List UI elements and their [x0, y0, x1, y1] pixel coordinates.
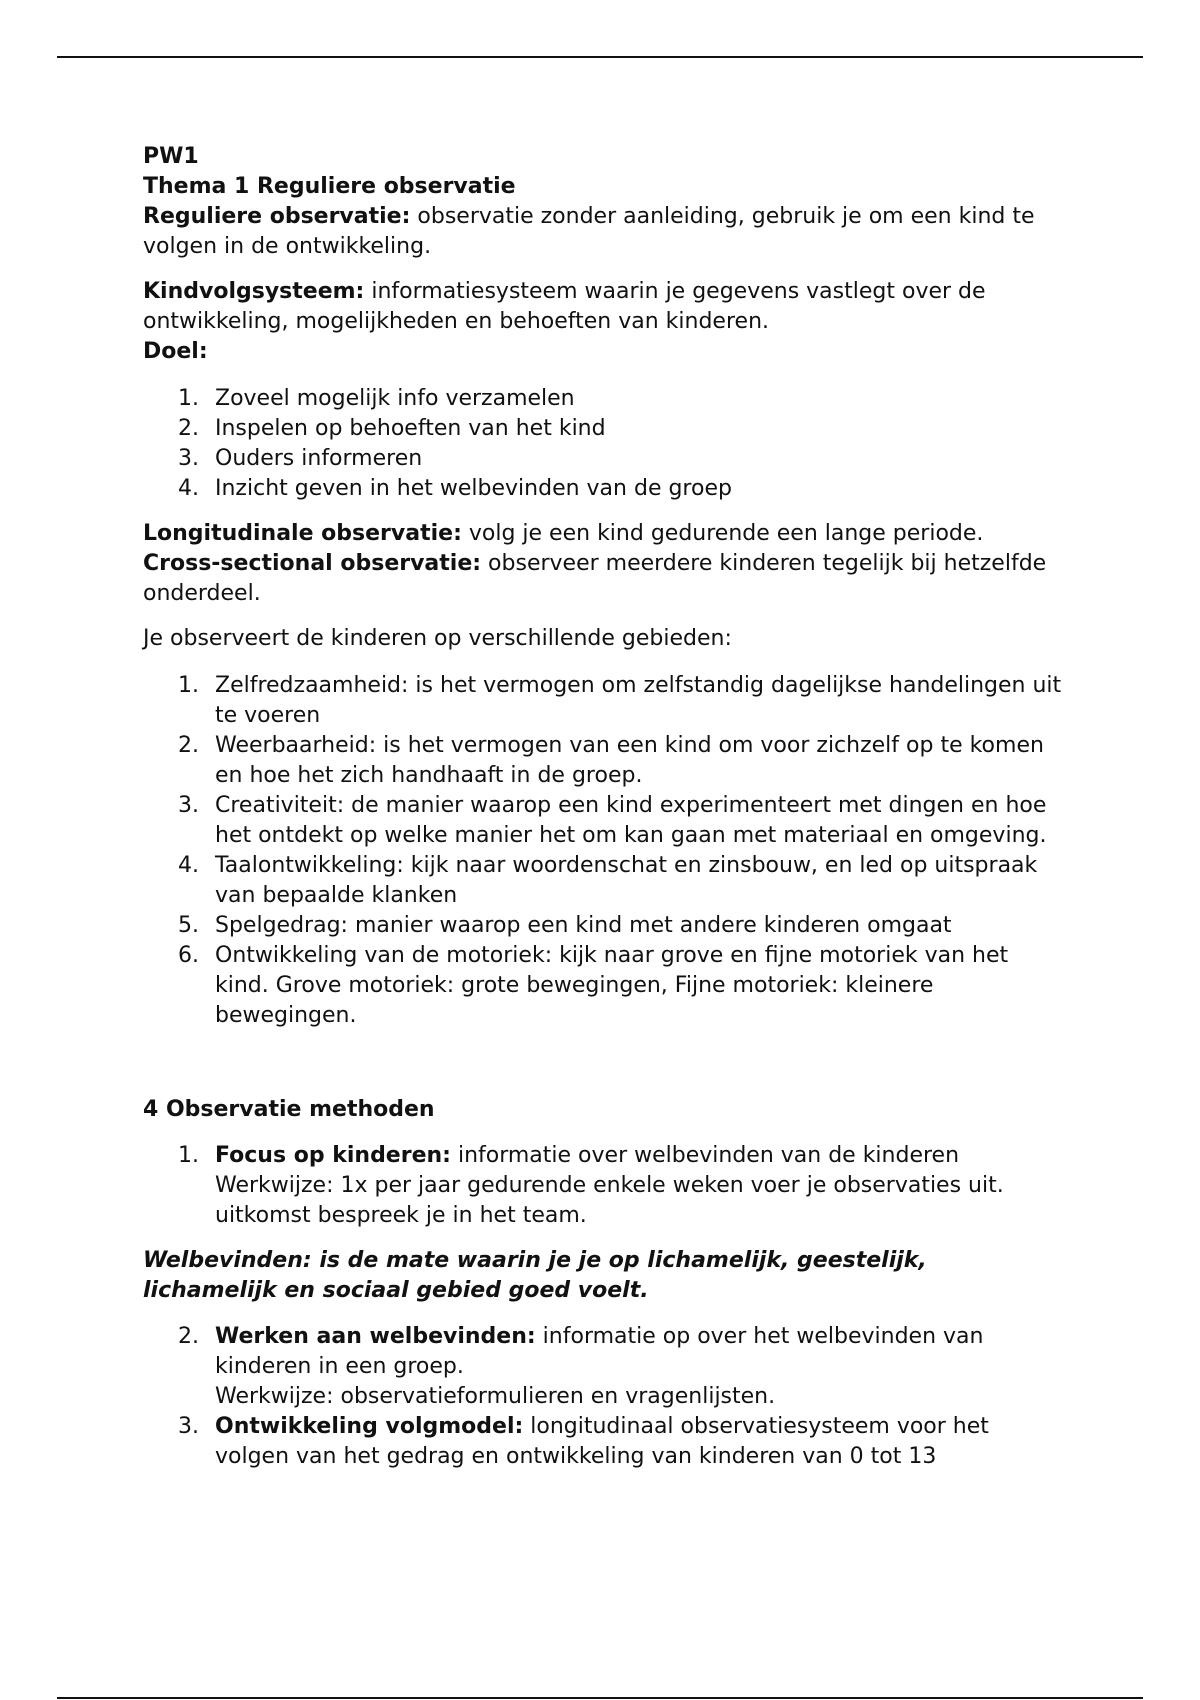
item-number: 4.: [178, 476, 199, 501]
theme-title: Thema 1 Reguliere observatie: [143, 174, 516, 199]
definition-text: informatiesysteem waarin je gegevens vastlegt over de ontwikkeling, mogelijkheden en behoeften van kinderen.: [143, 279, 986, 334]
term: Longitudinale observatie:: [143, 521, 462, 546]
definition-text: observatie zonder aanleiding, gebruik je om een kind te volgen in de ontwikkeling.: [143, 204, 1035, 259]
item-text: Inzicht geven in het welbevinden van de groep: [215, 476, 732, 501]
methods-list-1: [143, 1141, 1063, 1231]
list-item: [143, 444, 1063, 474]
item-number: 1.: [178, 673, 199, 698]
list-item: [143, 851, 1063, 911]
list-item: [143, 414, 1063, 444]
item-number: 5.: [178, 913, 199, 938]
methods-heading: 4 Observatie methoden: [143, 1097, 435, 1122]
list-item: [143, 731, 1063, 791]
wellbeing-note: Welbevinden: is de mate waarin je je op lichamelijk, geestelijk, lichamelijk en sociaal gebied goed voelt.: [143, 1248, 927, 1303]
definition-text: observeer meerdere kinderen tegelijk bij hetzelfde onderdeel.: [143, 551, 1047, 606]
methods-list-2: [143, 1322, 1063, 1472]
goal-heading: Doel:: [143, 339, 208, 364]
item-text: Spelgedrag: manier waarop een kind met andere kinderen omgaat: [215, 913, 952, 938]
term: Focus op kinderen:: [215, 1143, 451, 1168]
item-text: Creativiteit: de manier waarop een kind experimenteert met dingen en hoe het ontdekt op welke manier het om kan gaan met materiaal en omgeving.: [215, 793, 1047, 848]
item-text: Inspelen op behoeften van het kind: [215, 416, 606, 441]
header-rule: [57, 56, 1143, 58]
definition-kindvolgsysteem: [143, 277, 1063, 337]
list-item: [143, 1141, 1063, 1231]
item-number: 4.: [178, 853, 199, 878]
areas-intro: Je observeert de kinderen op verschillende gebieden:: [143, 626, 732, 651]
item-text: Weerbaarheid: is het vermogen van een kind om voor zichzelf op te komen en hoe het zich handhaaft in de groep.: [215, 733, 1044, 788]
goal-list: [143, 384, 1063, 504]
definition-text: volg je een kind gedurende een lange periode.: [461, 521, 984, 546]
list-item: [143, 1412, 1063, 1472]
list-item: [143, 1322, 1063, 1412]
list-item: [143, 671, 1063, 731]
item-number: 3.: [178, 1414, 199, 1439]
item-number: 3.: [178, 793, 199, 818]
item-number: 2.: [178, 416, 199, 441]
list-item: [143, 474, 1063, 504]
course-code: PW1: [143, 144, 199, 169]
term: Ontwikkeling volgmodel:: [215, 1414, 524, 1439]
term: Werken aan welbevinden:: [215, 1324, 536, 1349]
item-number: 3.: [178, 446, 199, 471]
workmethod-text: Werkwijze: observatieformulieren en vragenlijsten.: [215, 1384, 776, 1409]
item-number: 2.: [178, 733, 199, 758]
item-number: 1.: [178, 1143, 199, 1168]
item-text: Ontwikkeling van de motoriek: kijk naar grove en fijne motoriek van het kind. Grove motoriek: grote bewegingen, Fijne motoriek: kleinere bewegingen.: [215, 943, 1009, 1028]
item-text: Ouders informeren: [215, 446, 423, 471]
list-item: [143, 791, 1063, 851]
item-number: 6.: [178, 943, 199, 968]
document-body: [143, 142, 1063, 1472]
list-item: [143, 911, 1063, 941]
definition-text: informatie op over het welbevinden van kinderen in een groep.: [215, 1324, 984, 1379]
item-number: 1.: [178, 386, 199, 411]
workmethod-text: Werkwijze: 1x per jaar gedurende enkele weken voer je observaties uit. uitkomst bespreek je in het team.: [215, 1173, 1004, 1228]
areas-list: [143, 671, 1063, 1031]
item-number: 2.: [178, 1324, 199, 1349]
item-text: Zelfredzaamheid: is het vermogen om zelfstandig dagelijkse handelingen uit te voeren: [215, 673, 1062, 728]
definition-text: informatie over welbevinden van de kinderen: [450, 1143, 960, 1168]
list-item: [143, 384, 1063, 414]
item-text: Taalontwikkeling: kijk naar woordenschat en zinsbouw, en led op uitspraak van bepaalde klanken: [215, 853, 1038, 908]
definition-longitudinal: [143, 519, 1063, 549]
footer-rule: [57, 1697, 1143, 1699]
definition-text: longitudinaal observatiesysteem voor het volgen van het gedrag en ontwikkeling van kinderen van 0 tot 13: [215, 1414, 989, 1469]
term: Kindvolgsysteem:: [143, 279, 365, 304]
definition-cross-sectional: [143, 549, 1063, 609]
term: Reguliere observatie:: [143, 204, 411, 229]
item-text: Zoveel mogelijk info verzamelen: [215, 386, 575, 411]
definition-regular: [143, 202, 1063, 262]
list-item: [143, 941, 1063, 1031]
term: Cross-sectional observatie:: [143, 551, 482, 576]
